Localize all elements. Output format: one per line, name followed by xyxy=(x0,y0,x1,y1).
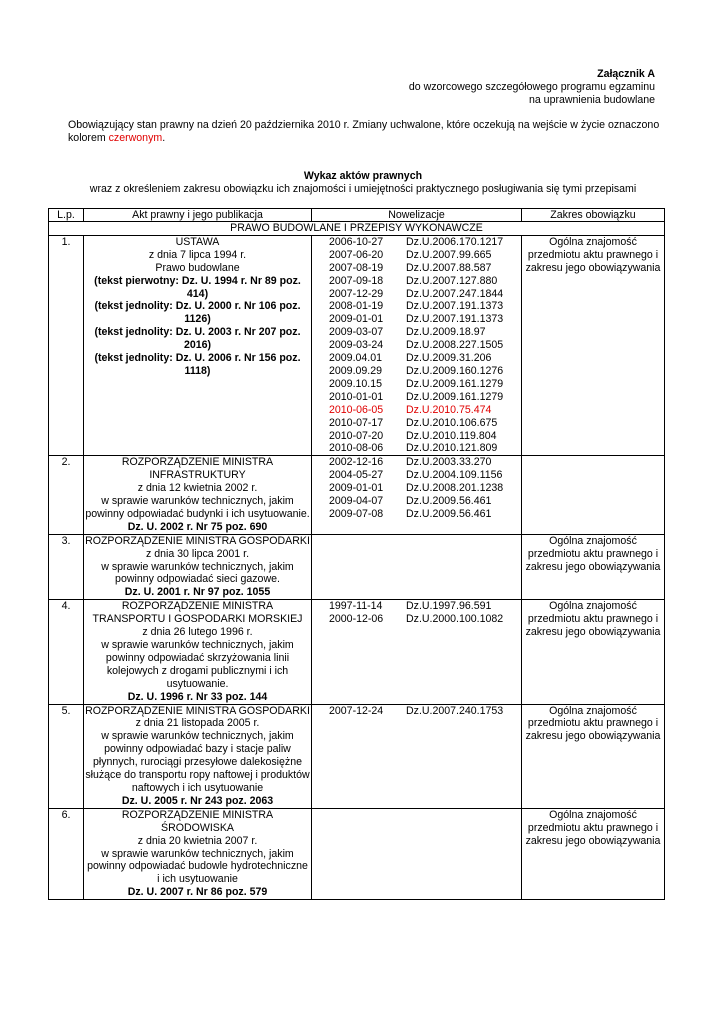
amendment-ref: Dz.U.2003.33.270 xyxy=(406,456,492,469)
legal-acts-table xyxy=(48,208,665,900)
amendment-ref: Dz.U.2009.56.461 xyxy=(406,507,492,520)
annex-line-1: do wzorcowego szczegółowego programu egzaminu xyxy=(408,80,655,93)
amendment-entry xyxy=(313,300,520,313)
amendment-entry xyxy=(313,430,520,443)
amendment-date: 2010-08-06 xyxy=(329,442,384,455)
amendment-date: 2009-07-08 xyxy=(329,507,384,520)
act-line: z dnia 7 lipca 1994 r. xyxy=(148,248,247,261)
table-header-row xyxy=(49,209,665,222)
act-line: z dnia 30 lipca 2001 r. xyxy=(145,547,250,560)
amendment-date: 2010-07-20 xyxy=(329,429,384,442)
amendment-ref: Dz.U.2008.227.1505 xyxy=(406,339,504,352)
header-lp: L.p. xyxy=(49,209,84,222)
act-cell xyxy=(84,600,312,704)
annex-title: Załącznik A xyxy=(597,68,655,80)
amendment-entry xyxy=(313,495,520,508)
act-cell xyxy=(84,456,312,534)
amendment-date: 2009-01-01 xyxy=(329,482,384,495)
annex-header xyxy=(409,68,655,107)
amendment-ref: Dz.U.2000.100.1082 xyxy=(406,613,504,626)
table-row xyxy=(49,808,665,899)
amendment-date: 2009.04.01 xyxy=(329,352,383,365)
amendment-date: 2007-12-24 xyxy=(329,704,384,717)
amendment-date: 2000-12-06 xyxy=(329,613,384,626)
amendment-ref: Dz.U.2007.247.1844 xyxy=(406,287,504,300)
act-publication: Dz. U. 2005 r. Nr 243 poz. 2063 xyxy=(121,794,274,807)
scope-cell: Ogólna znajomość przedmiotu aktu prawnego i zakresu jego obowiązywania xyxy=(522,808,665,899)
amendment-date: 2010-07-17 xyxy=(329,416,384,429)
act-publication: (tekst jednolity: Dz. U. 2006 r. Nr 156 poz. 1118) xyxy=(94,352,301,377)
act-line: ROZPORZĄDZENIE MINISTRA INFRASTRUKTURY xyxy=(121,456,274,482)
header-act: Akt prawny i jego publikacja xyxy=(84,209,312,222)
amendment-ref: Dz.U.1997.96.591 xyxy=(406,600,492,613)
amendments-cell xyxy=(312,704,522,808)
act-line: Prawo budowlane xyxy=(155,261,240,274)
section-row xyxy=(49,222,665,236)
amendment-entry xyxy=(313,404,520,417)
amendment-ref: Dz.U.2007.191.1373 xyxy=(406,313,504,326)
act-line: w sprawie warunków technicznych, jakim powinny odpowiadać skrzyżowania linii kolejowych z drogami publicznymi i ich usytuowanie. xyxy=(101,639,294,690)
amendment-date: 2010-06-05 xyxy=(329,403,384,416)
scope-cell xyxy=(522,456,665,534)
amendment-date: 2007-12-29 xyxy=(329,287,384,300)
amendment-date: 2007-06-20 xyxy=(329,248,384,261)
amendment-entry xyxy=(313,326,520,339)
act-publication: Dz. U. 2002 r. Nr 75 poz. 690 xyxy=(127,520,268,533)
scope-cell: Ogólna znajomość przedmiotu aktu prawnego i zakresu jego obowiązywania xyxy=(522,704,665,808)
row-number: 2. xyxy=(49,456,84,534)
amendment-entry xyxy=(313,339,520,352)
amendment-entry xyxy=(313,365,520,378)
amendment-date: 2009-04-07 xyxy=(329,495,384,508)
amendments-cell xyxy=(312,534,522,600)
amendment-entry xyxy=(313,508,520,521)
amendment-entry xyxy=(313,705,520,718)
amendment-entry xyxy=(313,442,520,455)
amendment-ref: Dz.U.2006.170.1217 xyxy=(406,235,504,248)
amendment-ref: Dz.U.2007.191.1373 xyxy=(406,300,504,313)
act-line: z dnia 21 listopada 2005 r. xyxy=(135,717,260,730)
amendment-ref: Dz.U.2010.121.809 xyxy=(406,442,498,455)
header-scope: Zakres obowiązku xyxy=(522,209,665,222)
amendment-entry xyxy=(313,275,520,288)
amendment-date: 2002-12-16 xyxy=(329,456,384,469)
amendment-date: 2004-05-27 xyxy=(329,469,384,482)
act-publication: Dz. U. 2001 r. Nr 97 poz. 1055 xyxy=(124,586,271,599)
amendments-cell xyxy=(312,600,522,704)
list-title: Wykaz aktów prawnych xyxy=(303,170,423,182)
amendment-entry xyxy=(313,288,520,301)
amendment-ref: Dz.U.2009.160.1276 xyxy=(406,364,504,377)
table-row xyxy=(49,534,665,600)
row-number: 5. xyxy=(49,704,84,808)
amendment-entry xyxy=(313,378,520,391)
act-cell xyxy=(84,808,312,899)
row-number: 6. xyxy=(49,808,84,899)
amendment-entry xyxy=(313,391,520,404)
list-subtitle: wraz z określeniem zakresu obowiązku ich znajomości i umiejętności praktycznego posługiwania się tymi przepisami xyxy=(89,182,637,195)
amendment-ref: Dz.U.2007.88.587 xyxy=(406,261,492,274)
act-line: w sprawie warunków technicznych, jakim powinny odpowiadać budowle hydrotechniczne i ich usytuowanie xyxy=(87,847,308,886)
act-line: w sprawie warunków technicznych, jakim powinny odpowiadać bazy i stacje paliw płynnych, rurociągi przesyłowe dalekosiężne służące do transportu ropy naftowej i produktów naftowych i ich usytuowanie xyxy=(85,730,310,794)
amendment-ref: Dz.U.2009.56.461 xyxy=(406,495,492,508)
amendment-date: 2008-01-19 xyxy=(329,300,384,313)
amendment-date: 1997-11-14 xyxy=(329,600,383,613)
intro-highlight: czerwonym xyxy=(108,131,163,144)
amendment-ref: Dz.U.2008.201.1238 xyxy=(406,482,504,495)
amendment-entry xyxy=(313,262,520,275)
scope-cell: Ogólna znajomość przedmiotu aktu prawnego i zakresu jego obowiązywania xyxy=(522,534,665,600)
table-row xyxy=(49,600,665,704)
intro-paragraph xyxy=(68,119,668,145)
intro-text: Obowiązujący stan prawny na dzień 20 października 2010 r. Zmiany uchwalone, które oczekują na wejście w życie oznaczono kolorem xyxy=(68,119,660,144)
act-line: ROZPORZĄDZENIE MINISTRA GOSPODARKI xyxy=(85,534,310,547)
act-line: ROZPORZĄDZENIE MINISTRA ŚRODOWISKA xyxy=(121,808,274,834)
act-line: ROZPORZĄDZENIE MINISTRA GOSPODARKI xyxy=(85,704,310,717)
amendment-ref: Dz.U.2007.127.880 xyxy=(406,274,498,287)
amendment-ref: Dz.U.2010.106.675 xyxy=(406,416,498,429)
act-cell xyxy=(84,704,312,808)
section-title: PRAWO BUDOWLANE I PRZEPISY WYKONAWCZE xyxy=(49,222,665,236)
act-cell xyxy=(84,235,312,455)
act-line: ROZPORZĄDZENIE MINISTRA TRANSPORTU I GOSPODARKI MORSKIEJ xyxy=(92,600,303,626)
act-cell xyxy=(84,534,312,600)
amendment-ref: Dz.U.2009.18.97 xyxy=(406,326,486,339)
annex-line-2: na uprawnienia budowlane xyxy=(528,93,655,106)
act-line: w sprawie warunków technicznych, jakim powinny odpowiadać budynki i ich usytuowanie. xyxy=(85,495,310,520)
amendment-date: 2009-03-24 xyxy=(329,339,384,352)
amendment-date: 2009.09.29 xyxy=(329,364,383,377)
row-number: 4. xyxy=(49,600,84,704)
amendment-entry xyxy=(313,456,520,469)
amendment-entry xyxy=(313,249,520,262)
amendment-ref: Dz.U.2007.240.1753 xyxy=(406,704,504,717)
amendment-entry xyxy=(313,417,520,430)
table-row xyxy=(49,456,665,534)
amendment-ref: Dz.U.2009.161.1279 xyxy=(406,390,504,403)
amendment-entry xyxy=(313,313,520,326)
amendment-ref: Dz.U.2010.119.804 xyxy=(406,429,497,442)
amendment-date: 2007-09-18 xyxy=(329,274,384,287)
row-number: 3. xyxy=(49,534,84,600)
act-line: z dnia 12 kwietnia 2002 r. xyxy=(137,482,258,495)
act-line: w sprawie warunków technicznych, jakim powinny odpowiadać sieci gazowe. xyxy=(101,560,294,586)
amendment-entry xyxy=(313,600,520,613)
act-publication: Dz. U. 1996 r. Nr 33 poz. 144 xyxy=(127,690,268,703)
scope-cell: Ogólna znajomość przedmiotu aktu prawnego i zakresu jego obowiązywania xyxy=(522,600,665,704)
amendment-date: 2009.10.15 xyxy=(329,377,383,390)
amendments-cell xyxy=(312,235,522,455)
table-row xyxy=(49,704,665,808)
list-heading xyxy=(48,170,678,196)
amendment-ref: Dz.U.2009.31.206 xyxy=(406,352,492,365)
amendment-ref: Dz.U.2007.99.665 xyxy=(406,248,492,261)
amendments-cell xyxy=(312,456,522,534)
amendment-date: 2007-08-19 xyxy=(329,261,384,274)
amendments-cell xyxy=(312,808,522,899)
act-line: z dnia 20 kwietnia 2007 r. xyxy=(137,834,258,847)
act-line: USTAWA xyxy=(175,235,220,248)
scope-cell: Ogólna znajomość przedmiotu aktu prawnego i zakresu jego obowiązywania xyxy=(522,235,665,455)
amendment-entry xyxy=(313,613,520,626)
act-publication: (tekst jednolity: Dz. U. 2003 r. Nr 207 poz. 2016) xyxy=(94,326,301,352)
amendment-ref: Dz.U.2004.109.1156 xyxy=(406,469,503,482)
amendment-date: 2010-01-01 xyxy=(329,390,384,403)
amendment-date: 2009-01-01 xyxy=(329,313,384,326)
act-line: z dnia 26 lutego 1996 r. xyxy=(142,626,253,639)
amendment-date: 2006-10-27 xyxy=(329,235,384,248)
amendment-entry xyxy=(313,469,520,482)
amendment-entry xyxy=(313,352,520,365)
amendment-date: 2009-03-07 xyxy=(329,326,384,339)
act-publication: Dz. U. 2007 r. Nr 86 poz. 579 xyxy=(127,886,268,899)
amendment-ref: Dz.U.2009.161.1279 xyxy=(406,377,504,390)
act-publication: (tekst pierwotny: Dz. U. 1994 r. Nr 89 poz. 414) xyxy=(94,274,301,300)
amendment-ref: Dz.U.2010.75.474 xyxy=(406,403,492,416)
amendment-entry xyxy=(313,482,520,495)
header-amendments: Nowelizacje xyxy=(312,209,522,222)
intro-suffix: . xyxy=(162,131,166,144)
amendment-entry xyxy=(313,236,520,249)
act-publication: (tekst jednolity: Dz. U. 2000 r. Nr 106 poz. 1126) xyxy=(94,300,301,326)
table-row xyxy=(49,235,665,455)
row-number: 1. xyxy=(49,235,84,455)
